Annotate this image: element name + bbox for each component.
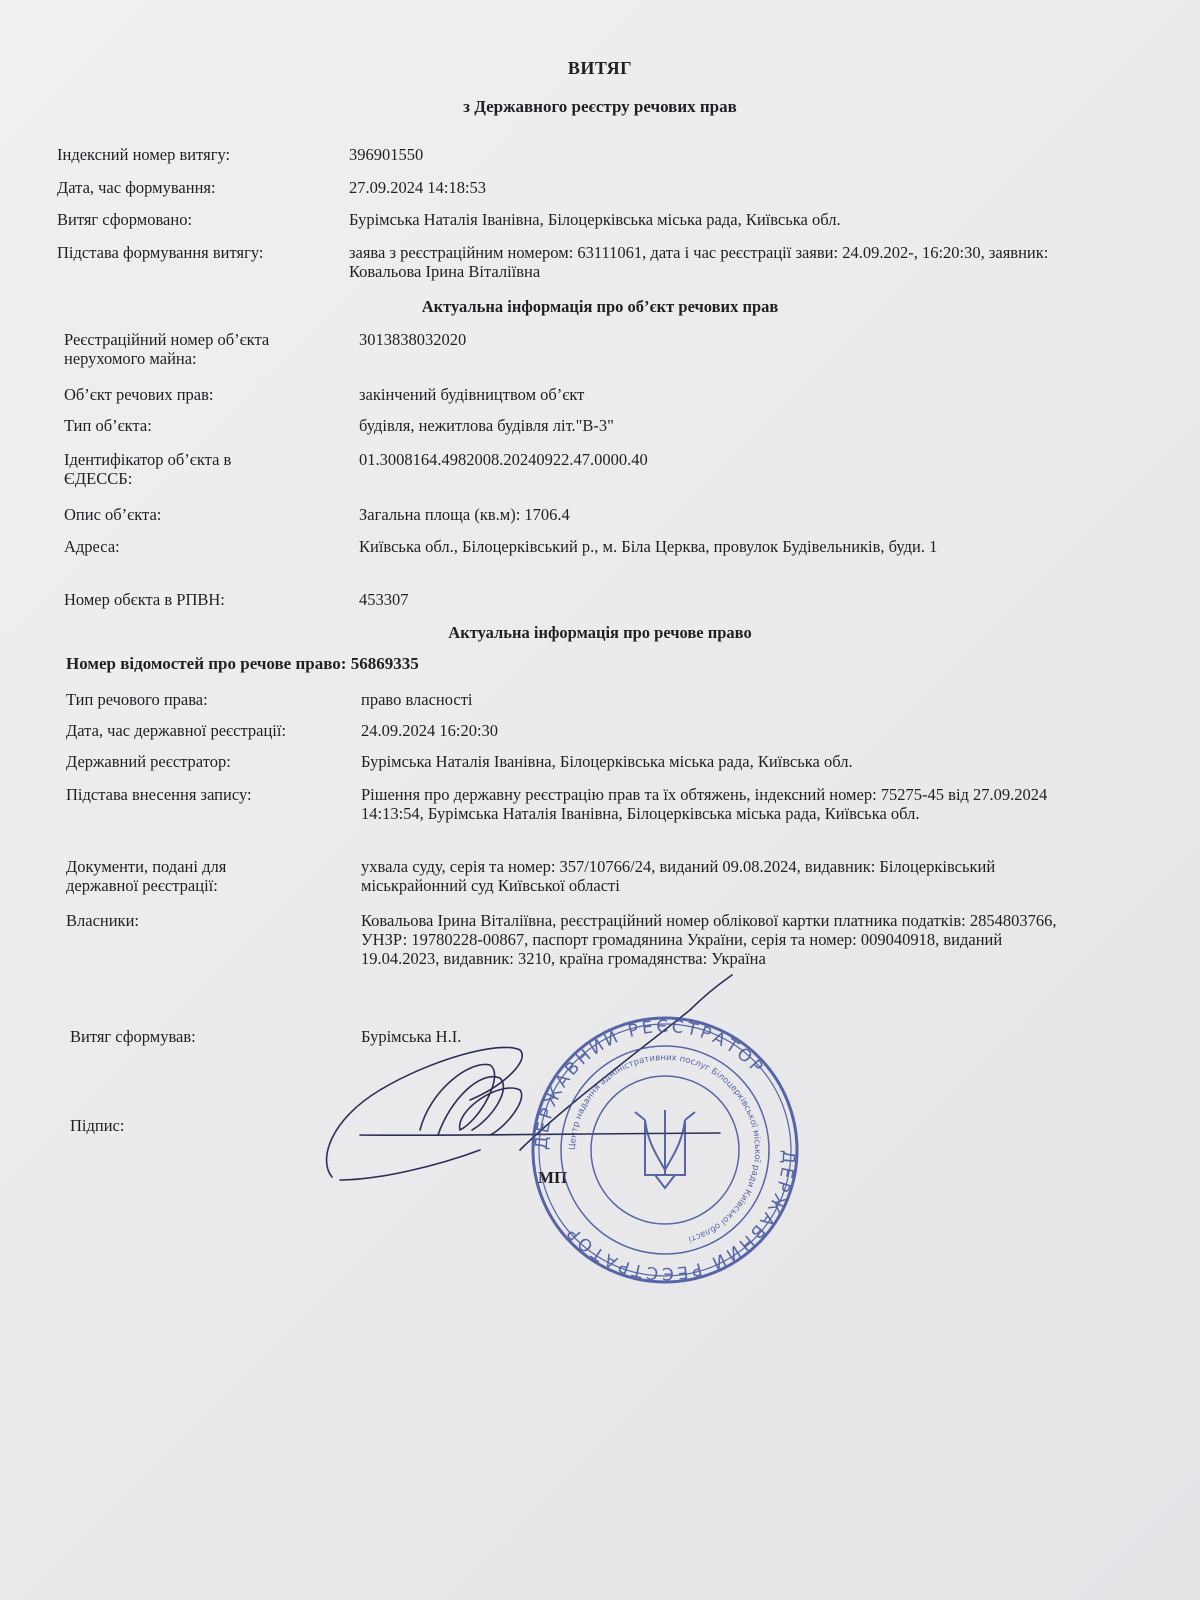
object-label: Номер обєкта в РПВН: — [64, 590, 225, 609]
info-label: Дата, час формування: — [57, 178, 216, 197]
document-subtitle: з Державного реєстру речових прав — [463, 97, 737, 116]
right-label: Власники: — [66, 911, 139, 930]
right-label: Підстава внесення запису: — [66, 785, 252, 804]
footer-value: Бурімська Н.І. — [361, 1027, 462, 1046]
info-value: заява з реєстраційним номером: 63111061, дата і час реєстрації заяви: 24.09.202-, 16:20:30, заявник: Ковальова Ірина Віталіївна — [349, 243, 1049, 281]
stamp-outer-textpath-repeat: ДЕРЖАВНИЙ РЕЄСТРАТОР — [561, 1149, 799, 1284]
object-value: закінчений будівництвом об’єкт — [359, 385, 585, 404]
info-value: 27.09.2024 14:18:53 — [349, 178, 487, 197]
object-value: 3013838032020 — [359, 330, 467, 349]
section-heading-right: Актуальна інформація про речове право — [448, 623, 752, 642]
right-label: Дата, час державної реєстрації: — [66, 721, 287, 740]
stamp-outer-text-repeat — [562, 1150, 798, 1283]
object-label: Адреса: — [64, 537, 120, 556]
section-heading-object: Актуальна інформація про об’єкт речових прав — [421, 297, 779, 316]
mp-label: МП — [538, 1168, 568, 1187]
object-value: 453307 — [359, 590, 409, 609]
right-value: 24.09.2024 16:20:30 — [361, 721, 499, 740]
info-label: Індексний номер витягу: — [57, 145, 231, 164]
right-label: Тип речового права: — [66, 690, 208, 709]
signature-label: Підпис: — [70, 1116, 125, 1135]
right-record-number: Номер відомостей про речове право: 56869335 — [66, 654, 419, 673]
object-label: Тип об’єкта: — [64, 416, 152, 435]
right-value: ухвала суду, серія та номер: 357/10766/24, виданий 09.08.2024, видавник: Білоцерківський міськрайонний суд Київської області — [361, 857, 996, 895]
object-label: Ідентифікатор об’єкта в ЄДЕССБ: — [64, 450, 232, 488]
right-value: Ковальова Ірина Віталіївна, реєстраційний номер облікової картки платника податків: 2854803766, УНЗР: 19780228-00867, паспорт громадянина України, серія та номер: 009040918, виданий 19.04.2023, видавник: 3210, країна громадянства: Україна — [361, 911, 1057, 968]
footer-label: Витяг сформував: — [70, 1027, 196, 1046]
object-value: будівля, нежитлова будівля літ."В-3" — [359, 416, 614, 435]
right-label: Державний реєстратор: — [66, 752, 231, 771]
info-value: 396901550 — [349, 145, 424, 164]
object-value: 01.3008164.4982008.20240922.47.0000.40 — [359, 450, 648, 469]
right-value: Бурімська Наталія Іванівна, Білоцерківська міська рада, Київська обл. — [361, 752, 853, 771]
document-title: ВИТЯГ — [567, 58, 633, 78]
object-value: Загальна площа (кв.м): 1706.4 — [359, 505, 570, 524]
right-value: право власності — [361, 690, 473, 709]
info-label: Підстава формування витягу: — [57, 243, 264, 262]
stamp-inner-textpath: Центр надання адміністративних послуг Білоцерківської міської ради Київської області — [567, 1052, 763, 1244]
stamp-outer-textpath: ДЕРЖАВНИЙ РЕЄСТРАТОР — [531, 1016, 769, 1151]
info-value: Бурімська Наталія Іванівна, Білоцерківська міська рада, Київська обл. — [349, 210, 841, 229]
trident-emblem-icon — [635, 1110, 695, 1188]
info-label: Витяг сформовано: — [57, 210, 193, 229]
object-label: Реєстраційний номер об’єкта нерухомого майна: — [64, 330, 270, 368]
object-label: Об’єкт речових прав: — [64, 385, 214, 404]
object-label: Опис об’єкта: — [64, 505, 162, 524]
right-label: Документи, подані для державної реєстрації: — [66, 857, 227, 895]
right-value: Рішення про державну реєстрацію прав та їх обтяжень, індексний номер: 75275-45 від 27.09.2024 14:13:54, Бурімська Наталія Іванівна, Білоцерківська міська рада, Київська обл. — [361, 785, 1048, 823]
object-value: Київська обл., Білоцерківський р., м. Біла Церква, провулок Будівельників, буди. 1 — [359, 537, 938, 556]
